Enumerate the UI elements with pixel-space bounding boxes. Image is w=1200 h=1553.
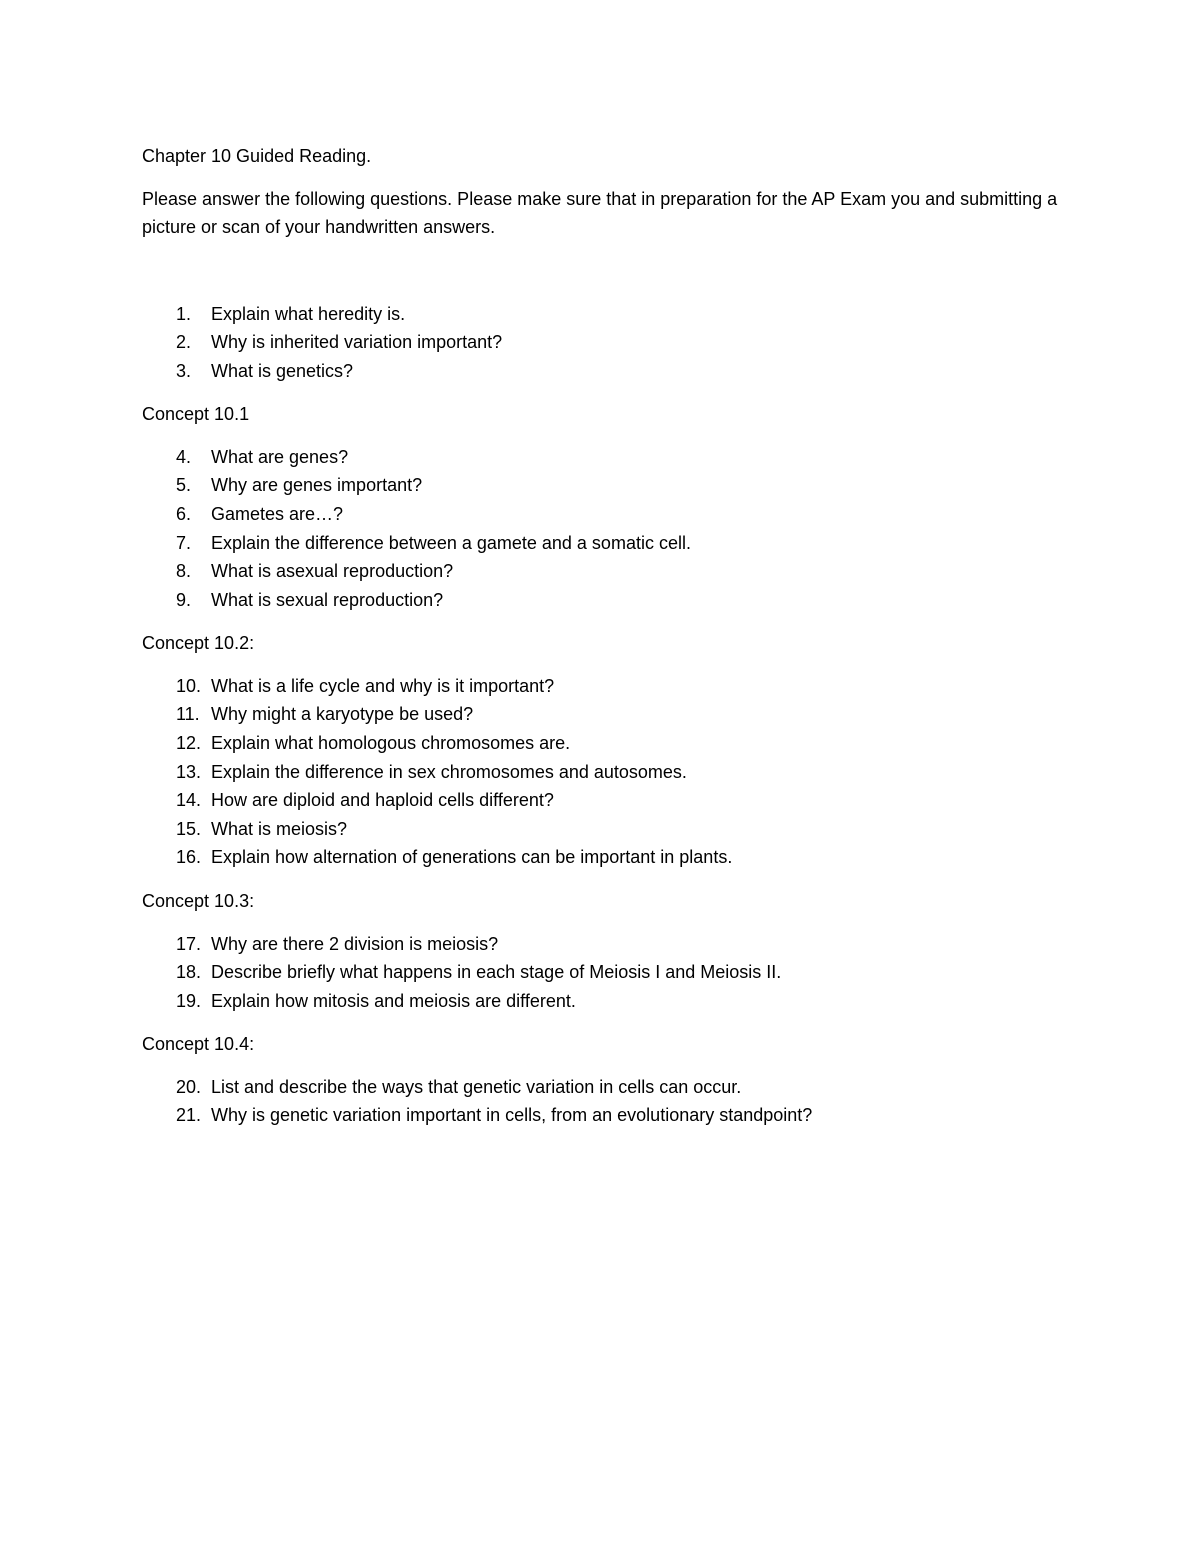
question-number: 6. <box>176 503 192 524</box>
question-text: What are genes? <box>211 446 349 467</box>
question-number: 14. <box>176 790 202 811</box>
document-body <box>142 142 1062 1145</box>
question-text: Explain the difference between a gamete and a somatic cell. <box>211 532 691 553</box>
question-number: 19. <box>176 990 202 1011</box>
question-item <box>142 786 1062 815</box>
question-item <box>142 958 1062 987</box>
question-item <box>142 729 1062 758</box>
question-text: List and describe the ways that genetic variation in cells can occur. <box>211 1076 742 1097</box>
question-number: 1. <box>176 303 192 324</box>
question-text: What is sexual reproduction? <box>211 589 444 610</box>
question-number: 11. <box>176 704 200 725</box>
question-number: 3. <box>176 360 192 381</box>
question-text: Explain what heredity is. <box>211 303 406 324</box>
question-item <box>142 529 1062 558</box>
question-item <box>142 843 1062 872</box>
question-number: 4. <box>176 446 192 467</box>
instructions-paragraph: Please answer the following questions. Please make sure that in preparation for the AP Exam you and submitting a picture or scan of your handwritten answers. <box>142 188 1058 237</box>
question-text: How are diploid and haploid cells different? <box>211 790 554 811</box>
question-item <box>142 1101 1062 1130</box>
section-heading-concept-10-3: Concept 10.3: <box>142 891 255 911</box>
question-text: Explain how alternation of generations can be important in plants. <box>211 847 733 868</box>
question-number: 12. <box>176 733 202 754</box>
question-number: 9. <box>176 589 192 610</box>
section-heading-concept-10-4: Concept 10.4: <box>142 1034 255 1055</box>
question-list-concept-10-3 <box>142 930 1062 1016</box>
question-item <box>142 930 1062 959</box>
question-item <box>142 700 1062 729</box>
question-text: Why are genes important? <box>211 475 423 496</box>
question-item <box>142 586 1062 615</box>
question-text: What is meiosis? <box>211 818 348 839</box>
question-number: 16. <box>176 847 202 868</box>
question-item <box>142 471 1062 500</box>
question-text: Why is genetic variation important in cells, from an evolutionary standpoint? <box>211 1105 813 1126</box>
question-number: 5. <box>176 475 192 496</box>
question-item <box>142 357 1062 386</box>
question-text: What is genetics? <box>211 360 354 381</box>
question-text: Why is inherited variation important? <box>211 332 503 353</box>
question-number: 18. <box>176 962 202 983</box>
question-item <box>142 328 1062 357</box>
question-list-concept-10-2 <box>142 672 1062 872</box>
question-text: Gametes are…? <box>211 503 344 524</box>
question-text: What is asexual reproduction? <box>211 561 454 582</box>
question-text: Explain what homologous chromosomes are. <box>211 733 571 754</box>
question-item <box>142 758 1062 787</box>
question-number: 7. <box>176 532 192 553</box>
section-heading-concept-10-2: Concept 10.2: <box>142 633 255 654</box>
question-item <box>142 500 1062 529</box>
question-text: Why are there 2 division is meiosis? <box>211 933 499 954</box>
question-number: 15. <box>176 818 202 839</box>
question-item <box>142 672 1062 701</box>
question-number: 20. <box>176 1076 202 1097</box>
question-list-intro <box>142 300 1062 386</box>
question-number: 8. <box>176 561 192 582</box>
question-item <box>142 987 1062 1016</box>
question-number: 17. <box>176 933 202 954</box>
question-text: What is a life cycle and why is it important? <box>211 675 555 696</box>
question-list-concept-10-4 <box>142 1073 1062 1130</box>
question-item <box>142 443 1062 472</box>
question-text: Explain the difference in sex chromosomes and autosomes. <box>211 761 687 782</box>
section-heading-concept-10-1: Concept 10.1 <box>142 404 250 425</box>
document-title: Chapter 10 Guided Reading. <box>142 146 372 166</box>
question-list-concept-10-1 <box>142 443 1062 615</box>
question-item <box>142 300 1062 329</box>
question-item <box>142 815 1062 844</box>
question-number: 13. <box>176 761 202 782</box>
question-number: 21. <box>176 1105 202 1126</box>
question-number: 10. <box>176 675 202 696</box>
question-text: Describe briefly what happens in each stage of Meiosis I and Meiosis II. <box>211 962 782 983</box>
question-text: Why might a karyotype be used? <box>211 704 474 725</box>
question-number: 2. <box>176 332 192 353</box>
question-item <box>142 1073 1062 1102</box>
question-item <box>142 557 1062 586</box>
question-text: Explain how mitosis and meiosis are different. <box>211 990 576 1011</box>
